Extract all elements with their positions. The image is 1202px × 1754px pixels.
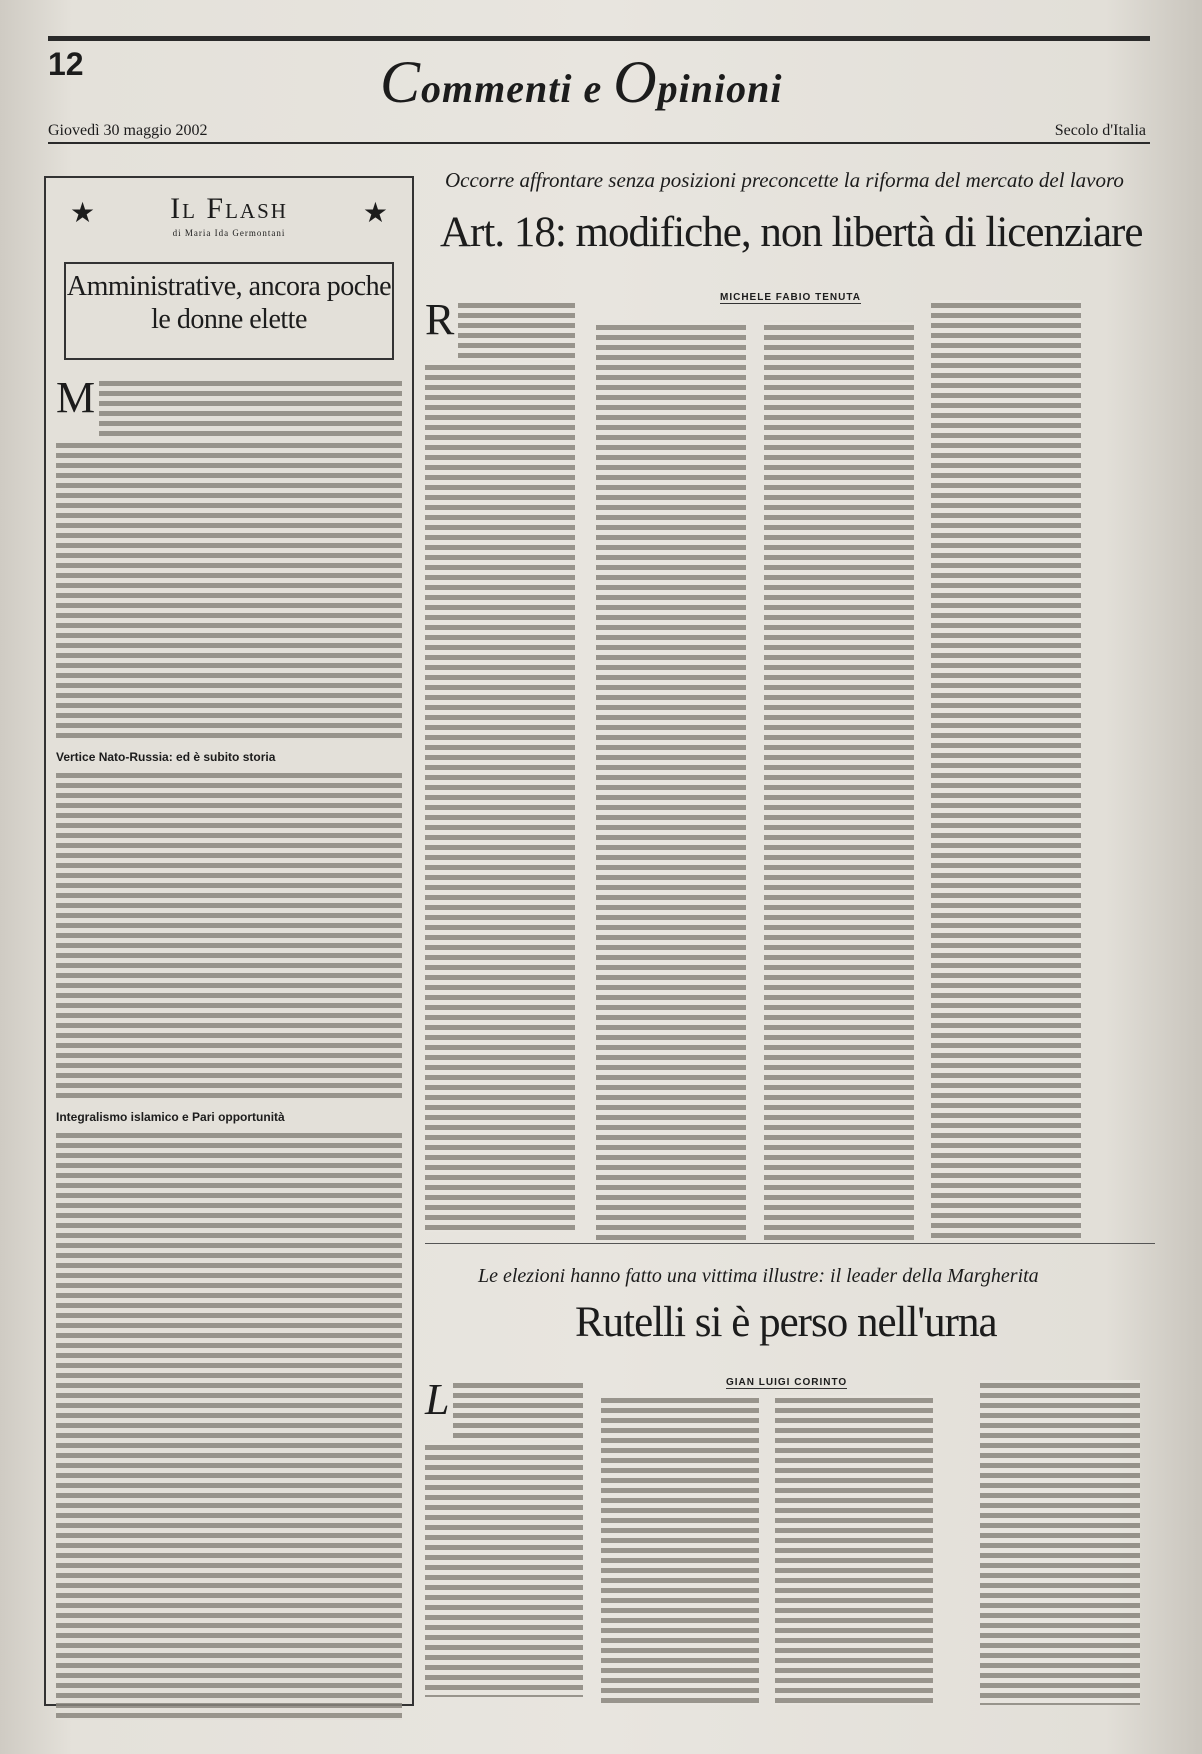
body-text-block [56,1130,402,1720]
article2-lead-paragraph [425,1375,583,1440]
article2-headline: Rutelli si è perso nell'urna [575,1299,997,1346]
flash-byline: di Maria Ida Germontani [172,228,286,238]
flash-header [56,192,402,250]
star-icon: ★ [70,198,96,229]
flash-subhead: Vertice Nato-Russia: ed è subito storia [56,750,276,764]
flash-box-headline: Amministrative, ancora poche le donne elette [64,262,394,360]
article1-column-3 [764,322,914,1240]
drop-cap: L [425,1375,450,1424]
article1-kicker: Occorre affrontare senza posizioni preconcette la riforma del mercato del lavoro [445,168,1124,192]
article2-byline: GIAN LUIGI CORINTO [726,1377,848,1388]
section-title [380,48,840,117]
article1-column-1 [425,295,575,1240]
article1-lead-paragraph [425,295,575,360]
drop-cap: R [425,295,455,344]
body-text-block [425,1442,583,1697]
article2-column-3 [775,1395,933,1705]
drop-cap: M [56,373,96,422]
article1-headline: Art. 18: modifiche, non libertà di licenziare [440,209,1143,256]
article1-column-2 [596,322,746,1240]
body-text-block [453,1380,583,1440]
body-text-block [56,440,402,740]
section-title-initial-c: C [380,49,422,115]
article1-byline: MICHELE FABIO TENUTA [720,292,861,303]
header-rule [48,142,1150,144]
masthead-rule [48,36,1150,41]
section-title-part-1: ommenti e [421,66,614,111]
dateline: Giovedì 30 maggio 2002 [48,122,208,139]
newspaper-name: Secolo d'Italia [1054,122,1146,139]
body-text-block [99,378,402,438]
article2-column-1 [425,1375,583,1705]
article-divider [425,1243,1155,1244]
article1-column-4 [931,300,1081,1240]
section-title-part-2: pinioni [657,66,783,111]
section-title-initial-o: O [613,49,658,115]
flash-title: Il Flash [170,192,288,225]
body-text-block [458,300,575,360]
flash-subhead: Integralismo islamico e Pari opportunità [56,1110,285,1124]
article2-kicker: Le elezioni hanno fatto una vittima illustre: il leader della Margherita [478,1265,1039,1287]
article2-column-4 [980,1380,1140,1705]
flash-body [56,373,402,1720]
flash-lead-paragraph [56,373,402,438]
body-text-block [425,362,575,1232]
page-number: 12 [48,46,84,82]
il-flash-column [44,176,414,1706]
article2-column-2 [601,1395,759,1705]
star-icon: ★ [362,198,388,229]
body-text-block [56,770,402,1100]
